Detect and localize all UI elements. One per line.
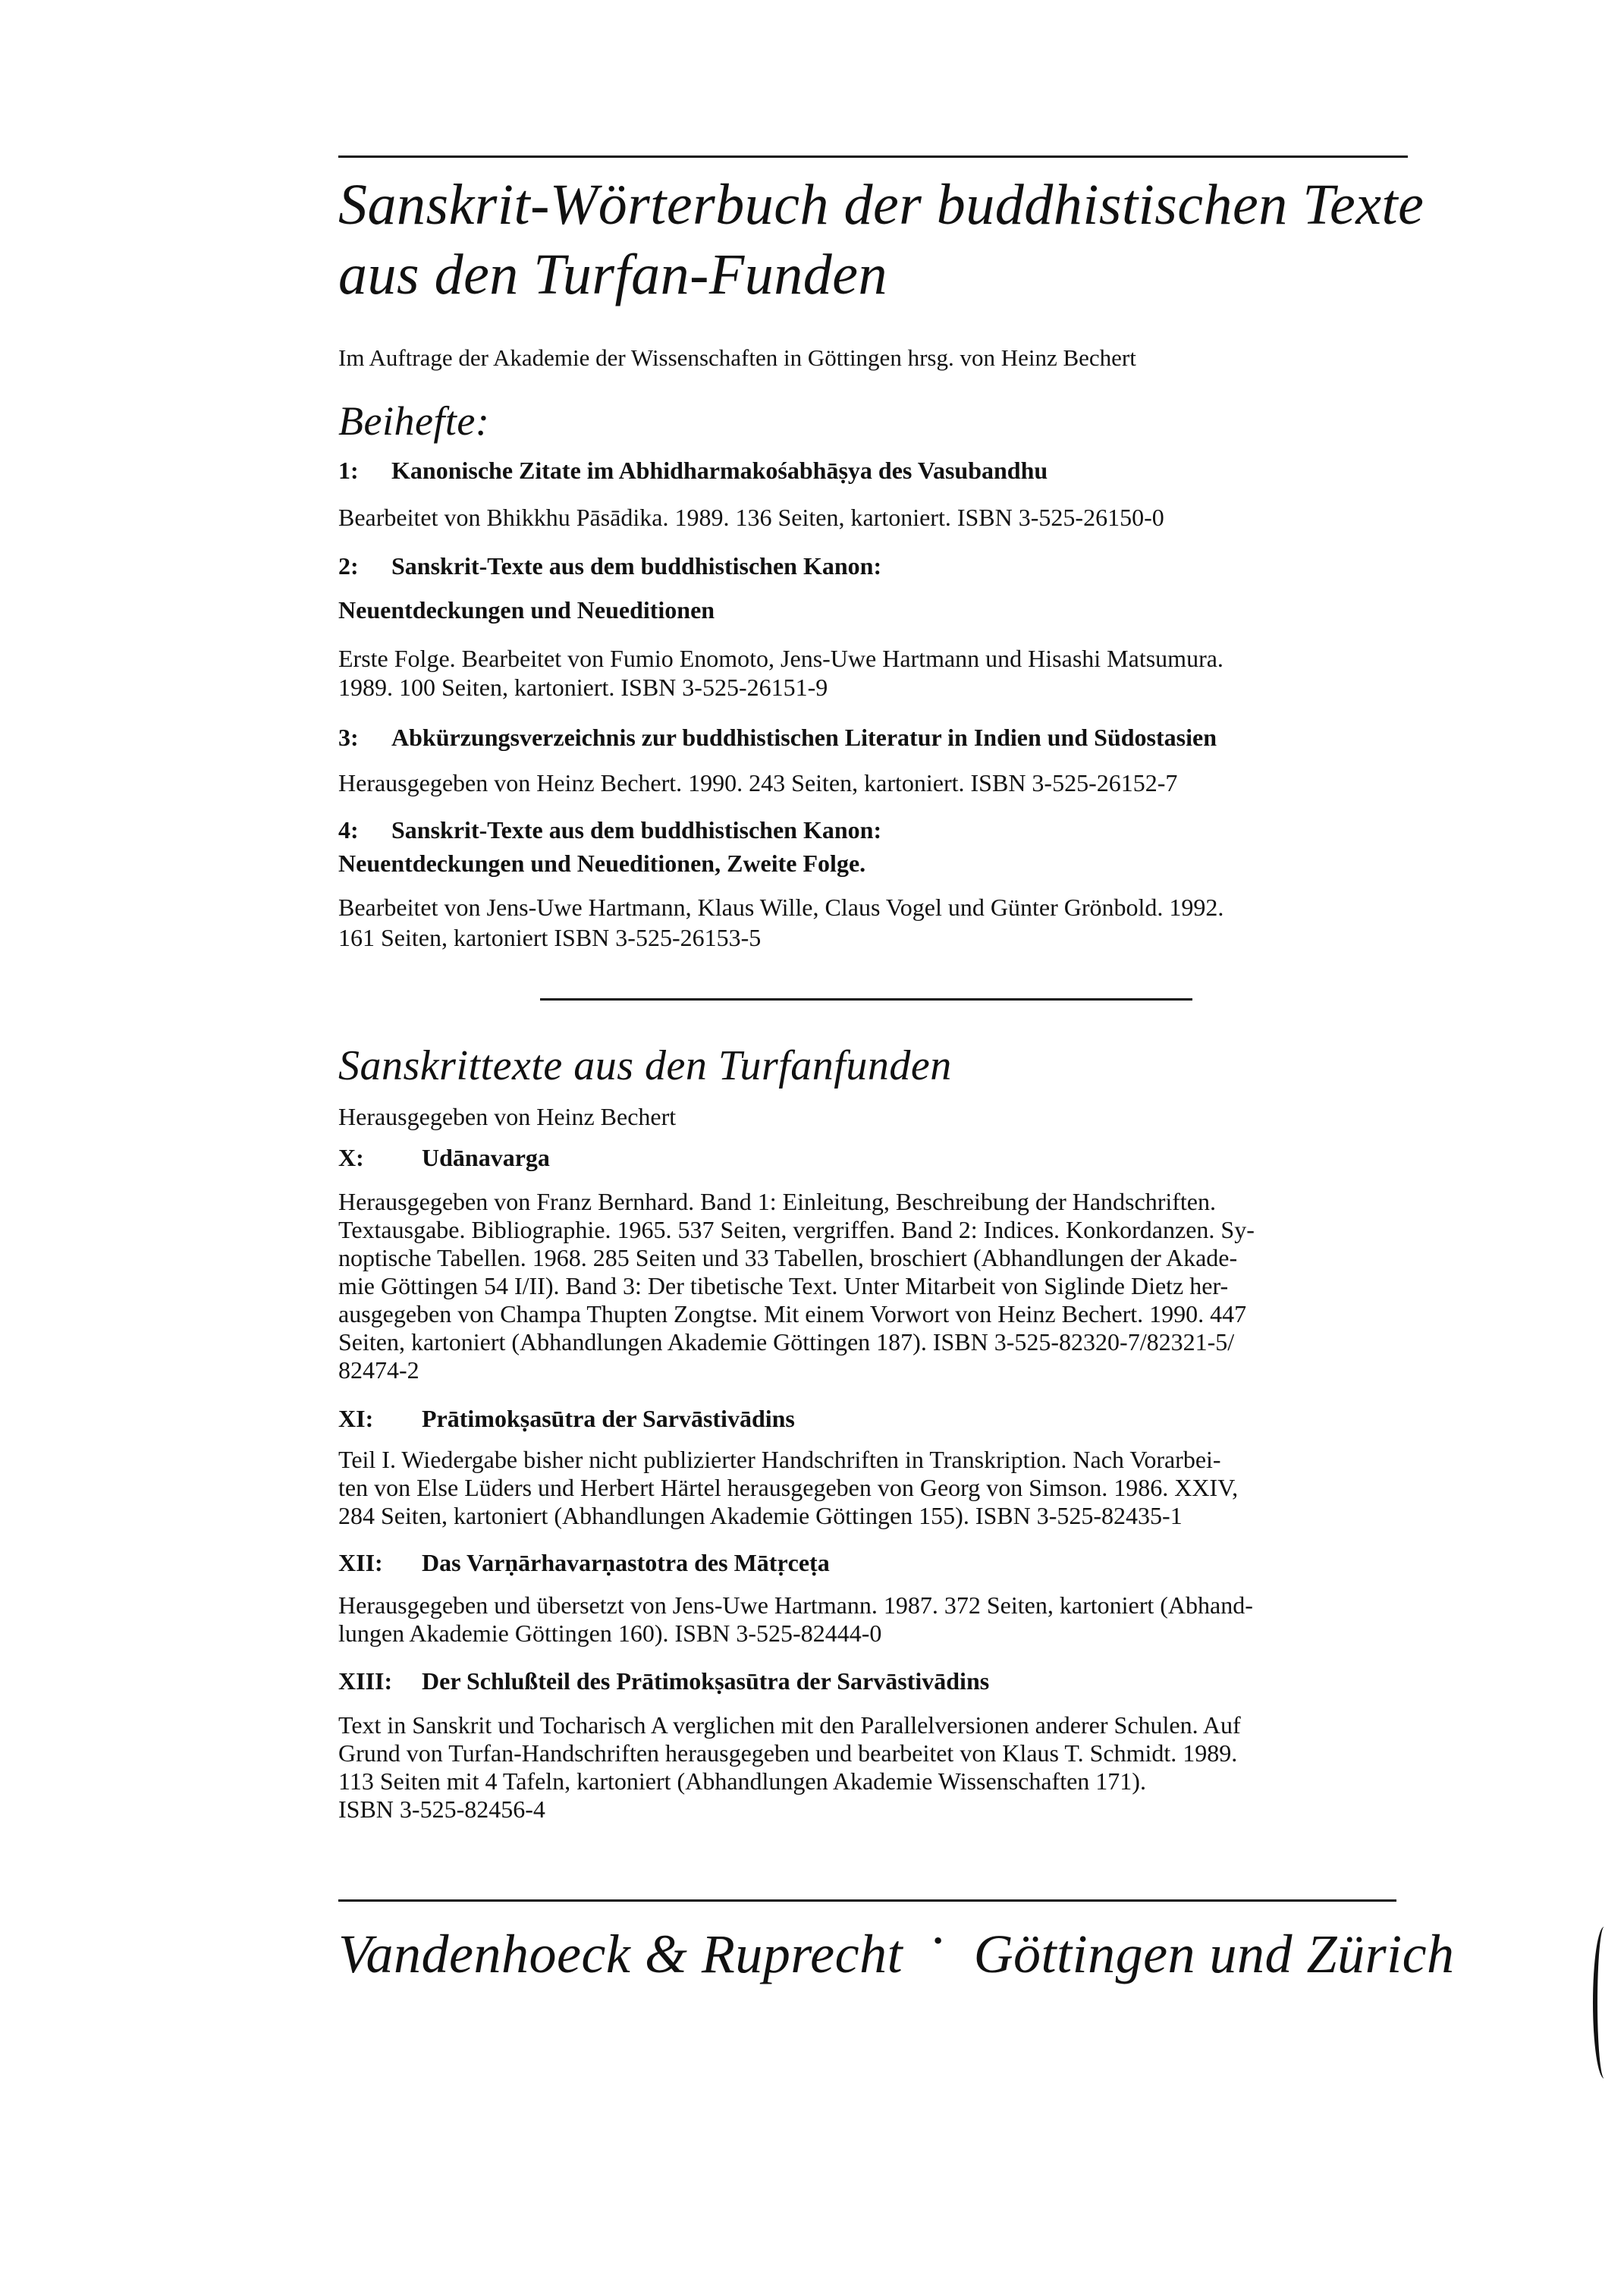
series2-entry-x-line5: ausgegeben von Champa Thupten Zongtse. Mit einem Vorwort von Heinz Bechert. 1990. 447	[338, 1300, 1247, 1327]
entry-title: Der Schlußteil des Prātimokṣasūtra der Sarvāstivādins	[422, 1667, 990, 1695]
entry-title: Das Varṇārhavarṇastotra des Mātṛceṭa	[422, 1549, 830, 1576]
beiheft-4-text-line1: Bearbeitet von Jens-Uwe Hartmann, Klaus Wille, Claus Vogel und Günter Grönbold. 1992.	[338, 894, 1224, 921]
series2-title: Sanskrittexte aus den Turfanfunden	[338, 1042, 952, 1089]
entry-title: Sanskrit-Texte aus dem buddhistischen Kanon:	[391, 816, 882, 844]
entry-number: 2:	[338, 552, 359, 580]
entry-number: 3:	[338, 724, 359, 751]
beiheft-2-text-line2: 1989. 100 Seiten, kartoniert. ISBN 3-525-26151-9	[338, 674, 828, 701]
series2-entry-xiii-line4: ISBN 3-525-82456-4	[338, 1795, 545, 1823]
entry-title: Abkürzungsverzeichnis zur buddhistischen Literatur in Indien und Südostasien	[391, 724, 1217, 751]
entry-number: 1:	[338, 457, 359, 484]
entry-number: 4:	[338, 816, 359, 844]
publisher-separator: ·	[928, 1910, 948, 1971]
bottom-rule	[338, 1899, 1396, 1902]
series2-entry-xiii-line3: 113 Seiten mit 4 Tafeln, kartoniert (Abhandlungen Akademie Wissenschaften 171).	[338, 1767, 1146, 1795]
beiheft-2-subtitle: Neuentdeckungen und Neueditionen	[338, 596, 715, 624]
entry-number: XII:	[338, 1549, 383, 1576]
entry-title: Udānavarga	[422, 1144, 550, 1171]
entry-title: Kanonische Zitate im Abhidharmakośabhāṣya des Vasubandhu	[391, 457, 1048, 484]
series1-title-line2: aus den Turfan-Funden	[338, 243, 888, 306]
series2-editor: Herausgegeben von Heinz Bechert	[338, 1103, 677, 1130]
beiheft-4-subtitle: Neuentdeckungen und Neueditionen, Zweite Folge.	[338, 850, 866, 877]
series2-entry-x-line7: 82474-2	[338, 1356, 419, 1384]
beiheft-1-text: Bearbeitet von Bhikkhu Pāsādika. 1989. 136 Seiten, kartoniert. ISBN 3-525-26150-0	[338, 504, 1164, 531]
series2-entry-x-line6: Seiten, kartoniert (Abhandlungen Akademie Göttingen 187). ISBN 3-525-82320-7/82321-5/	[338, 1328, 1235, 1356]
middle-rule	[540, 998, 1192, 1001]
series2-entry-xi-line3: 284 Seiten, kartoniert (Abhandlungen Akademie Göttingen 155). ISBN 3-525-82435-1	[338, 1502, 1183, 1529]
top-rule	[338, 156, 1408, 158]
beiheft-2-heading	[338, 551, 881, 581]
series2-entry-x-line2: Textausgabe. Bibliographie. 1965. 537 Seiten, vergriffen. Band 2: Indices. Konkordanzen. Sy-	[338, 1216, 1255, 1243]
beiheft-2-text-line1: Erste Folge. Bearbeitet von Fumio Enomoto, Jens-Uwe Hartmann und Hisashi Matsumura.	[338, 645, 1223, 672]
series1-commission: Im Auftrage der Akademie der Wissenschaften in Göttingen hrsg. von Heinz Bechert	[338, 344, 1136, 371]
series2-entry-xii-heading	[338, 1547, 830, 1578]
series2-entry-xi-line1: Teil I. Wiedergabe bisher nicht publizierter Handschriften in Transkription. Nach Vorarbei-	[338, 1446, 1221, 1473]
entry-number: XI:	[338, 1405, 374, 1432]
publisher-name: Vandenhoeck & Ruprecht	[338, 1924, 903, 1984]
series2-entry-xiii-line2: Grund von Turfan-Handschriften herausgegeben und bearbeitet von Klaus T. Schmidt. 1989.	[338, 1739, 1238, 1767]
publisher-cities: Göttingen und Zürich	[973, 1924, 1455, 1984]
beiheft-3-text: Herausgegeben von Heinz Bechert. 1990. 243 Seiten, kartoniert. ISBN 3-525-26152-7	[338, 769, 1178, 796]
entry-title: Prātimokṣasūtra der Sarvāstivādins	[422, 1405, 795, 1432]
series2-entry-xii-line2: lungen Akademie Göttingen 160). ISBN 3-525-82444-0	[338, 1620, 882, 1647]
beiheft-4-text-line2: 161 Seiten, kartoniert ISBN 3-525-26153-5	[338, 924, 762, 951]
beiheft-1-heading	[338, 455, 1048, 485]
series2-entry-x-line4: mie Göttingen 54 I/II). Band 3: Der tibetische Text. Unter Mitarbeit von Siglinde Dietz her-	[338, 1272, 1229, 1299]
series2-entry-x-line3: noptische Tabellen. 1968. 285 Seiten und 33 Tabellen, broschiert (Abhandlungen der Akade-	[338, 1244, 1238, 1271]
entry-number: X:	[338, 1144, 364, 1171]
series2-entry-xiii-line1: Text in Sanskrit und Tocharisch A verglichen mit den Parallelversionen anderer Schulen. Auf	[338, 1711, 1241, 1739]
series2-entry-x-heading	[338, 1142, 550, 1173]
beiheft-3-heading	[338, 722, 1217, 752]
beiheft-4-heading	[338, 815, 881, 845]
page-edge-mark	[1593, 1927, 1616, 2078]
entry-number: XIII:	[338, 1667, 393, 1695]
series2-entry-xi-heading	[338, 1403, 795, 1434]
series1-title-line1: Sanskrit-Wörterbuch der buddhistischen Texte	[338, 173, 1425, 237]
publisher-line	[338, 1910, 1455, 1992]
entry-title: Sanskrit-Texte aus dem buddhistischen Kanon:	[391, 552, 882, 580]
series2-entry-xiii-heading	[338, 1666, 989, 1696]
beihefte-label: Beihefte:	[338, 398, 490, 444]
series2-entry-xii-line1: Herausgegeben und übersetzt von Jens-Uwe Hartmann. 1987. 372 Seiten, kartoniert (Abhand-	[338, 1591, 1253, 1619]
series2-entry-x-line1: Herausgegeben von Franz Bernhard. Band 1: Einleitung, Beschreibung der Handschriften.	[338, 1188, 1216, 1215]
series2-entry-xi-line2: ten von Else Lüders und Herbert Härtel herausgegeben von Georg von Simson. 1986. XXIV,	[338, 1474, 1239, 1501]
